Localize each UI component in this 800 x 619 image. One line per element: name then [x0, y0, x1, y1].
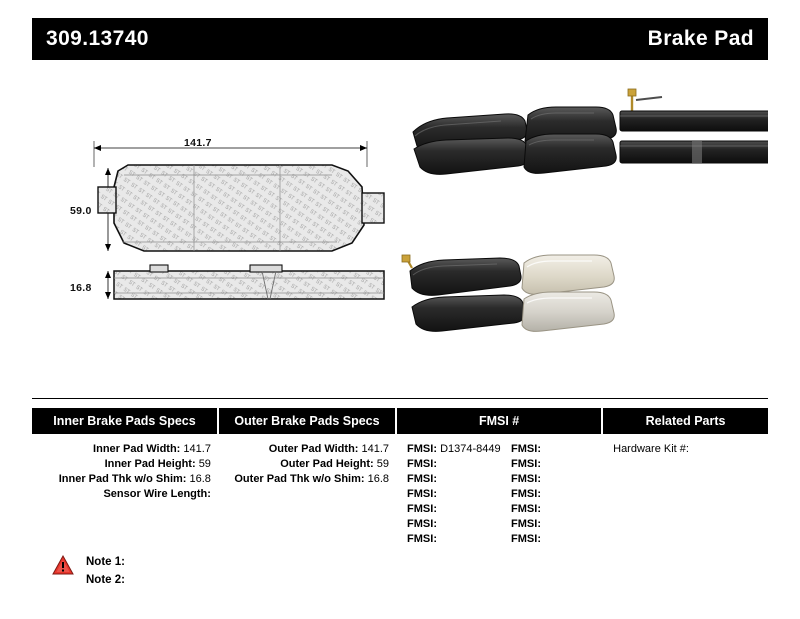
related-parts-cell [603, 434, 768, 547]
header-related-parts: Related Parts [645, 414, 726, 428]
brake-pad-illustrations [32, 75, 768, 390]
table-body-row [32, 434, 768, 547]
fmsi-right-label: FMSI: [511, 503, 541, 515]
fmsi-row [407, 457, 603, 472]
outer-spec-row [219, 472, 397, 487]
outer-pad-width-value: 141.7 [361, 443, 390, 455]
inner-spec-row [32, 442, 219, 457]
inner-spec-row [32, 457, 219, 472]
header-outer-specs: Outer Brake Pads Specs [219, 408, 397, 434]
fmsi-row [407, 502, 603, 517]
fmsi-label: FMSI: [407, 503, 437, 515]
header-fmsi: FMSI # [397, 408, 603, 434]
fmsi-label: FMSI: [407, 443, 437, 455]
photo-pads-bottom [402, 255, 614, 331]
outer-pad-height-label: Outer Pad Height: [280, 458, 374, 470]
outer-pad-width-label: Outer Pad Width: [268, 443, 359, 455]
fmsi-right-label: FMSI: [511, 488, 541, 500]
fmsi-row [407, 487, 603, 502]
technical-drawing-area [32, 75, 768, 390]
specifications-table [32, 408, 768, 547]
warning-triangle-icon [52, 555, 74, 575]
inner-pad-height-label: Inner Pad Height: [104, 458, 196, 470]
fmsi-left-entry [407, 532, 511, 547]
fmsi-label: FMSI: [407, 533, 437, 545]
page-title: Brake Pad [647, 27, 754, 50]
fmsi-row [407, 517, 603, 532]
photo-pads-top-right [620, 89, 768, 163]
dimension-height-label: 59.0 [70, 205, 92, 217]
fmsi-right-label: FMSI: [511, 533, 541, 545]
part-number: 309.13740 [46, 27, 149, 50]
document-header [32, 18, 768, 60]
header-inner-specs: Inner Brake Pads Specs [32, 408, 219, 434]
inner-spec-row [32, 487, 219, 502]
outer-pad-thk-value: 16.8 [367, 473, 390, 485]
fmsi-left-entry [407, 457, 511, 472]
fmsi-right-label: FMSI: [511, 518, 541, 530]
outer-spec-row [219, 442, 397, 457]
front-view-drawing [94, 141, 384, 299]
outer-pad-height-value: 59 [376, 458, 390, 470]
note-1: Note 1: [86, 556, 125, 568]
notes-section [52, 553, 125, 589]
fmsi-right-label: FMSI: [511, 458, 541, 470]
fmsi-left-entry [407, 442, 511, 457]
fmsi-row [407, 442, 603, 457]
inner-pad-thk-label: Inner Pad Thk w/o Shim: [58, 473, 187, 485]
fmsi-label: FMSI: [407, 488, 437, 500]
photo-pads-top-left [413, 107, 616, 174]
fmsi-label: FMSI: [407, 473, 437, 485]
fmsi-left-entry [407, 502, 511, 517]
inner-pad-height-value: 59 [198, 458, 211, 470]
outer-pad-thk-label: Outer Pad Thk w/o Shim: [234, 473, 365, 485]
sensor-wire-length-label: Sensor Wire Length: [103, 488, 211, 500]
fmsi-right-label: FMSI: [511, 473, 541, 485]
fmsi-row [407, 472, 603, 487]
fmsi-row [407, 532, 603, 547]
inner-pad-width-label: Inner Pad Width: [93, 443, 181, 455]
dimension-thickness-label: 16.8 [70, 282, 92, 294]
hardware-kit-label: Hardware Kit #: [613, 443, 689, 455]
fmsi-label: FMSI: [407, 458, 437, 470]
outer-specs-cell [219, 434, 397, 547]
inner-pad-width-value: 141.7 [183, 443, 211, 455]
fmsi-right-label: FMSI: [511, 443, 541, 455]
fmsi-label: FMSI: [407, 518, 437, 530]
fmsi-left-entry [407, 517, 511, 532]
inner-specs-cell [32, 434, 219, 547]
table-header-row [32, 408, 768, 434]
outer-spec-row [219, 457, 397, 472]
table-top-divider [32, 398, 768, 399]
dimension-width-label: 141.7 [184, 137, 212, 149]
fmsi-cell [397, 434, 603, 547]
fmsi-left-entry [407, 472, 511, 487]
note-2: Note 2: [86, 574, 125, 586]
fmsi-value: D1374-8449 [440, 443, 501, 455]
fmsi-left-entry [407, 487, 511, 502]
inner-pad-thk-value: 16.8 [189, 473, 211, 485]
inner-spec-row [32, 472, 219, 487]
